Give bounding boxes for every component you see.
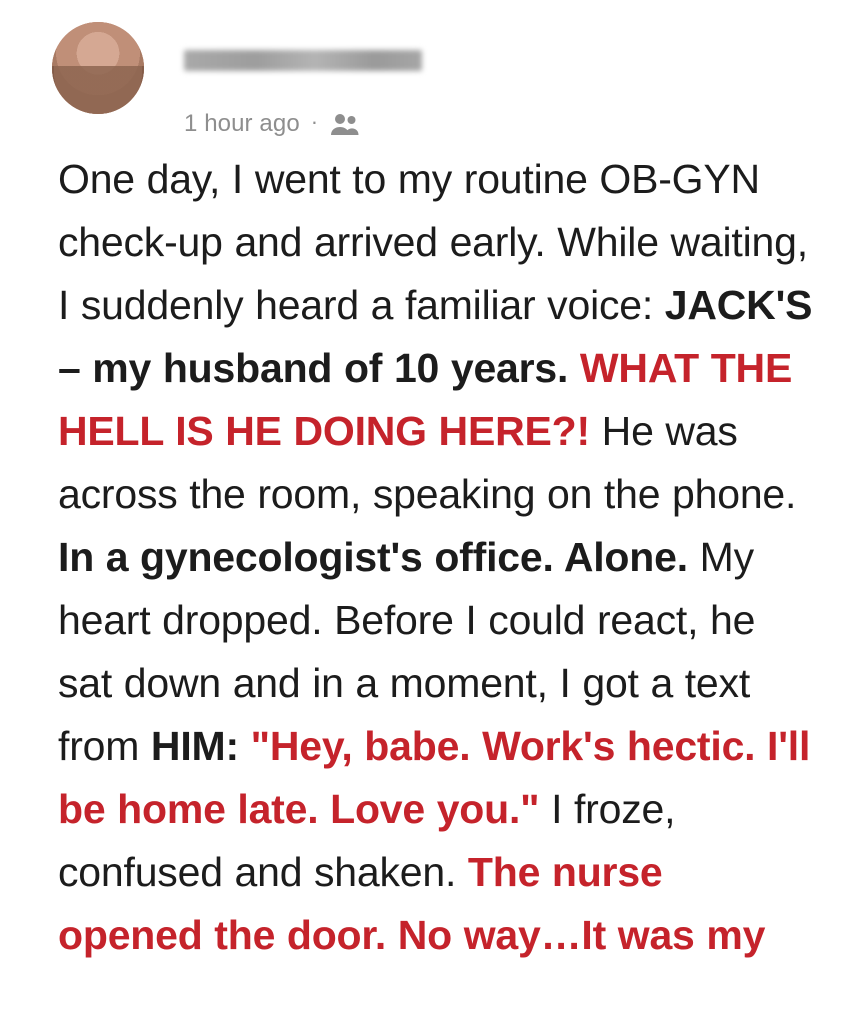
post-body-text xyxy=(58,148,818,967)
post-timestamp[interactable]: 1 hour ago xyxy=(184,110,300,137)
meta-separator-dot: · xyxy=(310,109,319,134)
body-segment-bold: HIM: xyxy=(150,723,251,769)
post-meta xyxy=(184,110,359,138)
body-segment-highlight: The nurse opened the door. No way…It was my xyxy=(58,849,766,958)
body-segment-bold: In a gynecologist's office. Alone. xyxy=(58,534,688,580)
author-name-redacted xyxy=(184,50,422,71)
friends-icon[interactable] xyxy=(329,112,359,136)
author-name[interactable] xyxy=(184,50,584,71)
body-segment: I froze, confused and shaken. xyxy=(58,786,676,895)
body-segment: One day, I went to my routine OB-GYN check-up and arrived early. While waiting, I suddenly heard a familiar voice: xyxy=(58,156,808,328)
post-header xyxy=(52,22,842,142)
body-segment-highlight: "Hey, babe. Work's hectic. I'll be home late. Love you." xyxy=(58,723,811,832)
body-segment-highlight: WHAT THE HELL IS HE DOING HERE?! xyxy=(58,345,793,454)
avatar-image-shadow xyxy=(52,66,144,114)
body-segment: My heart dropped. Before I could react, he sat down and in a moment, I got a text from xyxy=(58,534,756,769)
body-segment-bold: JACK'S – my husband of 10 years. xyxy=(58,282,813,391)
avatar[interactable] xyxy=(52,22,144,114)
body-segment: He was across the room, speaking on the phone. xyxy=(58,408,797,517)
